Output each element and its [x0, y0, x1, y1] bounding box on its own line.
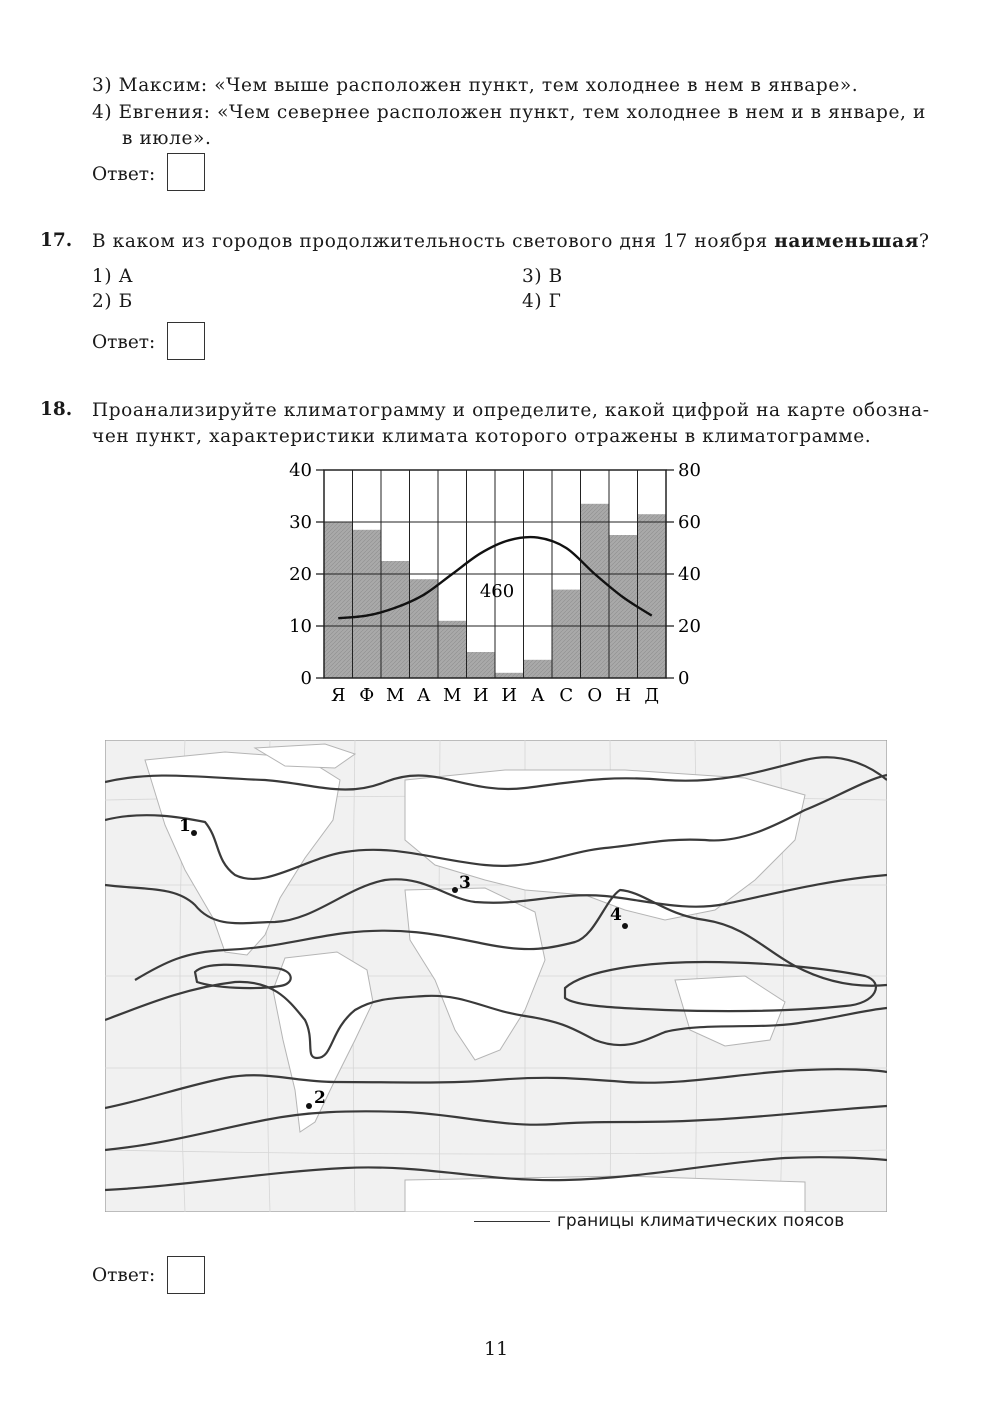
q18-answer-box[interactable] — [167, 1256, 205, 1294]
precipitation-bar — [324, 522, 353, 678]
prev-answer-box[interactable] — [167, 153, 205, 191]
chart-annotation: 460 — [479, 581, 515, 602]
point-1-dot — [191, 830, 197, 836]
right-tick-label: 0 — [678, 668, 690, 689]
q17-answer-label: Ответ: — [92, 332, 156, 353]
month-label: М — [443, 685, 462, 706]
q17-option-1: 1) А — [92, 266, 134, 287]
precipitation-bar — [524, 660, 553, 678]
q17-option-3: 3) В — [522, 266, 563, 287]
right-tick-label: 60 — [678, 512, 701, 533]
precipitation-bar — [609, 535, 638, 678]
precipitation-bar — [381, 561, 410, 678]
precipitation-bar — [467, 652, 496, 678]
prev-answer-label: Ответ: — [92, 164, 156, 185]
left-tick-label: 40 — [289, 460, 312, 481]
left-tick-label: 0 — [300, 668, 312, 689]
climate-map — [105, 740, 887, 1212]
q18-answer-label: Ответ: — [92, 1265, 156, 1286]
right-tick-label: 80 — [678, 460, 701, 481]
point-3-label: 3 — [459, 873, 471, 893]
precipitation-bar — [353, 530, 382, 678]
right-tick-label: 40 — [678, 564, 701, 585]
month-label: М — [386, 685, 405, 706]
q18-line1: Проанализируйте климатограмму и определите, какой цифрой на карте обозна- — [92, 400, 930, 421]
legend-line — [474, 1221, 550, 1222]
point-4-dot — [622, 923, 628, 929]
precipitation-bar — [552, 590, 581, 678]
q17-number: 17. — [40, 230, 73, 251]
q18-number: 18. — [40, 399, 73, 420]
month-label: И — [501, 685, 518, 706]
month-labels — [331, 685, 659, 706]
right-axis-ticks — [666, 460, 701, 689]
left-axis-ticks — [289, 460, 324, 689]
q18-line2: чен пункт, характеристики климата которого отражены в климатограмме. — [92, 426, 872, 447]
point-2-label: 2 — [314, 1088, 326, 1108]
month-label: Н — [615, 685, 632, 706]
month-label: Д — [644, 685, 660, 706]
month-label: Ф — [359, 685, 375, 706]
month-label: А — [530, 685, 545, 706]
q17-text: В каком из городов продолжительность светового дня 17 ноября наименьшая? — [92, 231, 930, 252]
left-tick-label: 20 — [289, 564, 312, 585]
month-label: О — [587, 685, 603, 706]
climatogram-chart — [270, 455, 710, 710]
point-1-label: 1 — [179, 816, 191, 836]
q17-option-2: 2) Б — [92, 291, 133, 312]
precipitation-bar — [638, 514, 667, 678]
left-tick-label: 10 — [289, 616, 312, 637]
prev-option-3: 3) Максим: «Чем выше расположен пункт, тем холоднее в нем в январе». — [92, 75, 859, 96]
prev-option-4-line2: в июле». — [122, 128, 212, 149]
q17-answer-box[interactable] — [167, 322, 205, 360]
point-2-dot — [306, 1103, 312, 1109]
left-tick-label: 30 — [289, 512, 312, 533]
month-label: И — [472, 685, 489, 706]
precipitation-bar — [581, 504, 610, 678]
legend-label: границы климатических поясов — [557, 1211, 845, 1231]
precipitation-bar — [495, 673, 524, 678]
prev-option-4-line1: 4) Евгения: «Чем севернее расположен пункт, тем холоднее в нем и в январе, и — [92, 102, 926, 123]
month-label: С — [559, 685, 574, 706]
precipitation-bar — [438, 621, 467, 678]
point-4-label: 4 — [610, 905, 622, 925]
month-label: А — [416, 685, 431, 706]
page-number: 11 — [484, 1338, 509, 1360]
q17-option-4: 4) Г — [522, 291, 562, 312]
month-label: Я — [330, 685, 346, 706]
right-tick-label: 20 — [678, 616, 701, 637]
point-3-dot — [452, 887, 458, 893]
